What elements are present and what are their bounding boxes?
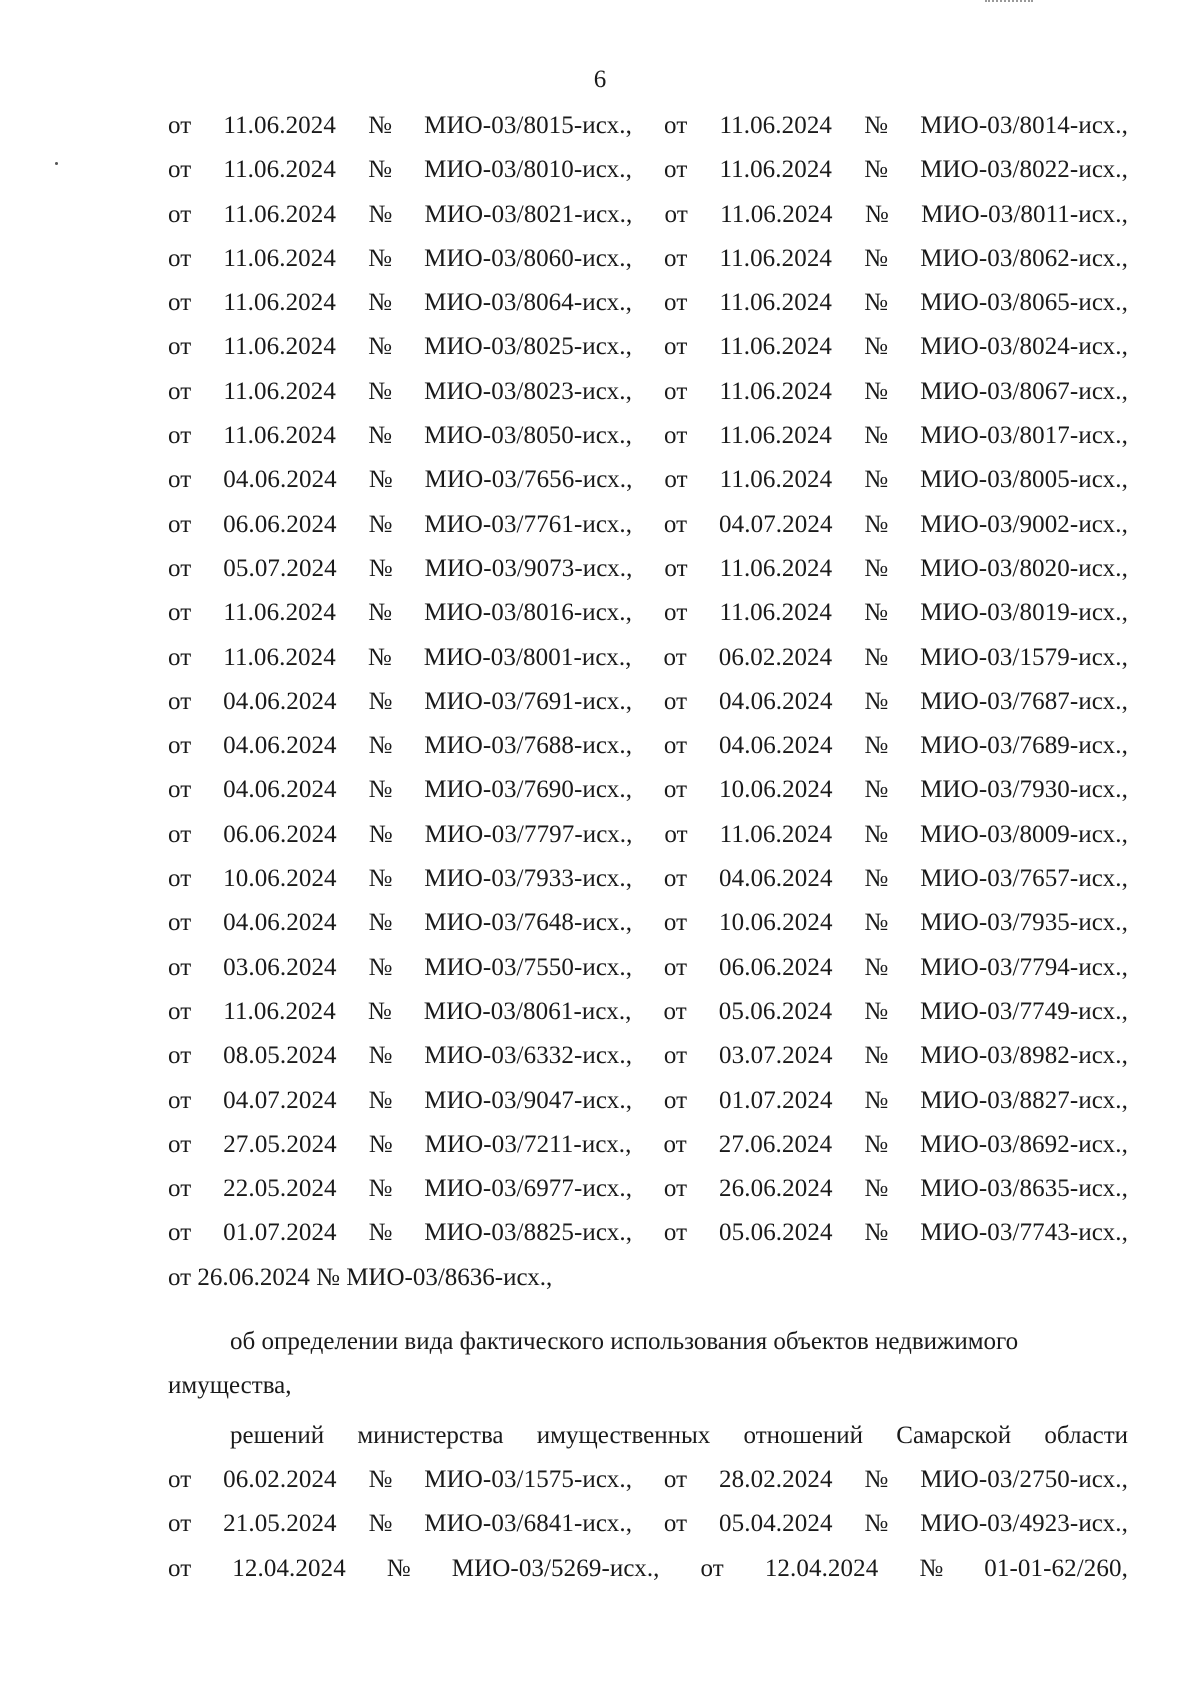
reference-token: от (168, 909, 192, 937)
reference-line (168, 732, 1128, 776)
reference-token: МИО-03/8011-исх., (921, 200, 1128, 228)
reference-token: МИО-03/7550-исх., (424, 953, 633, 981)
reference-token: от (168, 865, 192, 893)
reference-token: от (664, 554, 688, 582)
reference-line (168, 1219, 1128, 1263)
reference-token: 11.06.2024 (719, 156, 833, 184)
reference-token: 01.07.2024 (719, 1086, 833, 1114)
decision-reference-line (168, 1555, 1128, 1599)
reference-token: МИО-03/8021-исх., (424, 200, 633, 228)
reference-token: МИО-03/9047-исх., (424, 1086, 633, 1114)
reference-token: МИО-03/8017-исх., (920, 422, 1128, 450)
reference-token: МИО-03/7687-исх., (920, 687, 1128, 715)
reference-token: № (864, 466, 889, 494)
reference-token: 11.06.2024 (719, 333, 833, 361)
reference-token: 11.06.2024 (223, 200, 337, 228)
reference-token: МИО-03/1579-исх., (920, 643, 1128, 671)
reference-token: МИО-03/7933-исх., (424, 865, 633, 893)
reference-token: № (864, 732, 889, 760)
reference-token: МИО-03/8001-исх., (423, 643, 632, 671)
reference-last-line: от 26.06.2024 № МИО-03/8636-исх., (168, 1263, 553, 1291)
reference-token: МИО-03/8065-исх., (920, 289, 1128, 317)
reference-token: № (368, 289, 393, 317)
reference-token: от (168, 732, 192, 760)
reference-token: МИО-03/7930-исх., (920, 776, 1128, 804)
reference-token: от (168, 1086, 192, 1114)
reference-token: МИО-03/7648-исх., (424, 909, 633, 937)
decision-reference-token: № (386, 1554, 411, 1582)
reference-token: от (168, 997, 192, 1025)
reference-token: № (864, 554, 889, 582)
reference-token: от (663, 997, 687, 1025)
reference-line (168, 555, 1128, 599)
reference-token: № (368, 687, 393, 715)
reference-token: № (368, 909, 393, 937)
reference-token: МИО-03/7691-исх., (424, 687, 633, 715)
reference-token: № (368, 244, 393, 272)
reference-token: от (663, 1219, 688, 1247)
reference-token: 04.06.2024 (719, 732, 833, 760)
reference-token: 11.06.2024 (223, 112, 336, 139)
reference-token: МИО-03/9073-исх., (424, 554, 633, 582)
reference-token: № (368, 1086, 393, 1114)
reference-token: № (368, 200, 393, 228)
decision-reference-token: 06.02.2024 (223, 1466, 337, 1494)
scan-mark (985, 0, 1033, 8)
reference-token: от (663, 732, 688, 760)
decision-reference-token: МИО-03/4923-исх., (920, 1510, 1128, 1538)
decision-reference-token: от (663, 1466, 688, 1494)
reference-token: от (663, 865, 688, 893)
reference-line (168, 776, 1128, 820)
reference-token: 04.07.2024 (223, 1086, 337, 1114)
reference-token: от (168, 510, 192, 538)
reference-token: МИО-03/8061-исх., (423, 997, 632, 1025)
reference-line (168, 644, 1128, 688)
reference-token: 04.07.2024 (719, 510, 833, 538)
reference-token: № (368, 112, 393, 139)
page-number: 6 (593, 66, 607, 93)
decision-reference-token: № (368, 1510, 393, 1538)
reference-token: 11.06.2024 (719, 820, 833, 848)
reference-token: МИО-03/8020-исх., (920, 554, 1128, 582)
reference-token: № (368, 732, 393, 760)
reference-token: 22.05.2024 (223, 1175, 337, 1203)
reference-token: МИО-03/8025-исх., (424, 333, 632, 361)
decision-reference-token: № (864, 1466, 889, 1494)
reference-token: от (663, 643, 687, 671)
document-body (168, 112, 1128, 1599)
reference-token: МИО-03/8982-исх., (920, 1042, 1128, 1070)
reference-token: 06.06.2024 (223, 510, 337, 538)
reference-token: № (368, 1175, 393, 1203)
reference-token: № (864, 1175, 889, 1203)
reference-token: 05.07.2024 (223, 554, 337, 582)
reference-token: 06.06.2024 (223, 820, 337, 848)
reference-token: 11.06.2024 (223, 333, 336, 361)
reference-token: МИО-03/8019-исх., (920, 599, 1128, 627)
reference-token: МИО-03/8060-исх., (424, 244, 632, 272)
reference-token: МИО-03/8062-исх., (920, 244, 1128, 272)
reference-token: МИО-03/7797-исх., (424, 820, 633, 848)
reference-token: МИО-03/8005-исх., (920, 466, 1128, 494)
reference-token: МИО-03/8010-исх., (424, 156, 632, 184)
scan-dot (55, 162, 58, 165)
decision-reference-token: МИО-03/2750-исх., (920, 1466, 1128, 1494)
reference-token: МИО-03/8692-исх., (920, 1130, 1128, 1158)
reference-token: № (864, 1130, 889, 1158)
reference-token: от (168, 599, 192, 627)
reference-token: 11.06.2024 (223, 244, 336, 272)
reference-token: № (864, 865, 889, 893)
reference-token: МИО-03/8015-исх., (424, 112, 632, 139)
reference-line (168, 865, 1128, 909)
reference-token: 10.06.2024 (223, 865, 337, 893)
reference-line (168, 954, 1128, 998)
reference-token: 05.06.2024 (718, 997, 833, 1025)
paragraph-decisions-first-line (168, 1422, 1128, 1466)
reference-token: 03.07.2024 (719, 1042, 833, 1070)
reference-token: МИО-03/8050-исх., (424, 422, 632, 450)
reference-token: от (168, 289, 192, 317)
reference-token: МИО-03/7690-исх., (424, 776, 633, 804)
reference-token: от (168, 377, 192, 405)
reference-token: МИО-03/6977-исх., (424, 1175, 633, 1203)
reference-token: 04.06.2024 (223, 776, 337, 804)
reference-token: МИО-03/8827-исх., (920, 1086, 1128, 1114)
reference-token: № (367, 643, 392, 671)
paragraph-actual-use-tail: имущества, (168, 1372, 292, 1400)
reference-token: 04.06.2024 (223, 687, 337, 715)
reference-token: МИО-03/7743-исх., (920, 1219, 1128, 1247)
reference-token: № (864, 510, 889, 538)
reference-token: МИО-03/7657-исх., (920, 865, 1128, 893)
reference-token: № (864, 776, 889, 804)
reference-token: МИО-03/8016-исх., (424, 599, 632, 627)
reference-token: от (168, 333, 192, 361)
reference-token: № (368, 466, 393, 494)
reference-token: 04.06.2024 (719, 865, 833, 893)
reference-token: 11.06.2024 (719, 554, 833, 582)
reference-line (168, 1175, 1128, 1219)
reference-token: от (664, 422, 688, 450)
reference-token: 11.06.2024 (223, 599, 336, 627)
reference-token: 04.06.2024 (223, 732, 337, 760)
reference-token: от (664, 244, 688, 272)
reference-token: от (168, 156, 192, 184)
paragraph-actual-use-text: об определении вида фактического использования объектов недвижимого (230, 1328, 1019, 1356)
reference-line (168, 466, 1128, 510)
reference-line (168, 688, 1128, 732)
reference-list (168, 112, 1128, 1264)
reference-token: № (864, 820, 889, 848)
reference-token: № (368, 554, 393, 582)
reference-token: от (168, 554, 192, 582)
reference-line (168, 511, 1128, 555)
reference-token: от (168, 466, 192, 494)
reference-token: 01.07.2024 (223, 1219, 337, 1247)
reference-token: 11.06.2024 (719, 289, 833, 317)
decision-reference-token: № (368, 1466, 393, 1494)
reference-token: от (663, 510, 688, 538)
decision-reference-token: МИО-03/1575-исх., (424, 1466, 633, 1494)
reference-token: МИО-03/8067-исх., (920, 377, 1128, 405)
reference-token: от (664, 599, 688, 627)
reference-token: МИО-03/8635-исх., (920, 1175, 1128, 1203)
reference-token: МИО-03/7688-исх., (424, 732, 633, 760)
reference-token: № (368, 599, 393, 627)
reference-token: № (864, 1042, 889, 1070)
reference-line (168, 378, 1128, 422)
reference-token: 11.06.2024 (719, 112, 833, 139)
reference-token: от (664, 377, 688, 405)
decision-reference-token: МИО-03/6841-исх., (424, 1510, 633, 1538)
decision-reference-line (168, 1510, 1128, 1554)
reference-token: № (864, 953, 889, 981)
reference-token: от (663, 953, 688, 981)
reference-token: МИО-03/8825-исх., (424, 1219, 633, 1247)
reference-token: 10.06.2024 (719, 776, 833, 804)
reference-line (168, 112, 1128, 156)
reference-token: № (367, 997, 392, 1025)
reference-token: 04.06.2024 (719, 687, 833, 715)
reference-token: от (168, 244, 192, 272)
decision-reference-token: 28.02.2024 (719, 1466, 833, 1494)
reference-token: МИО-03/7935-исх., (920, 909, 1128, 937)
reference-token: от (663, 1042, 688, 1070)
decision-reference-token: от (663, 1510, 688, 1538)
reference-token: 11.06.2024 (720, 200, 833, 228)
decision-reference-token: № (864, 1510, 889, 1538)
reference-token: от (664, 112, 688, 139)
reference-token: от (664, 820, 688, 848)
reference-token: № (864, 643, 889, 671)
reference-token: № (368, 422, 393, 450)
reference-line (168, 821, 1128, 865)
reference-line (168, 333, 1128, 377)
decision-reference-token: № (919, 1554, 944, 1582)
reference-token: от (663, 687, 688, 715)
reference-token: 11.06.2024 (223, 289, 336, 317)
reference-line (168, 909, 1128, 953)
reference-token: МИО-03/8064-исх., (424, 289, 632, 317)
reference-token: № (864, 377, 889, 405)
reference-token: 11.06.2024 (719, 599, 833, 627)
reference-token: от (168, 776, 192, 804)
reference-token: МИО-03/9002-исх., (920, 510, 1128, 538)
reference-token: № (864, 156, 889, 184)
reference-token: № (864, 909, 889, 937)
reference-token: 06.06.2024 (719, 953, 833, 981)
reference-token: от (663, 1175, 688, 1203)
reference-line (168, 201, 1128, 245)
reference-token: № (368, 1130, 393, 1158)
reference-token: № (864, 422, 889, 450)
reference-token: МИО-03/7749-исх., (920, 997, 1128, 1025)
reference-token: № (864, 1086, 889, 1114)
reference-line (168, 1131, 1128, 1175)
reference-token: 04.06.2024 (223, 466, 337, 494)
reference-token: № (864, 997, 889, 1025)
reference-token: 11.06.2024 (719, 377, 833, 405)
reference-token: № (368, 820, 393, 848)
decision-reference-token: 21.05.2024 (223, 1510, 337, 1538)
reference-token: МИО-03/7656-исх., (424, 466, 633, 494)
reference-token: № (864, 599, 889, 627)
reference-token: 27.06.2024 (718, 1130, 833, 1158)
reference-token: от (664, 333, 688, 361)
reference-token: от (664, 200, 688, 228)
reference-token: 05.06.2024 (719, 1219, 833, 1247)
reference-token: 11.06.2024 (719, 466, 833, 494)
paragraph-decisions-first-text: решений министерства имущественных отношений Самарской области (230, 1422, 1128, 1450)
reference-line (168, 599, 1128, 643)
reference-token: от (663, 1130, 687, 1158)
reference-token: МИО-03/6332-исх., (424, 1042, 633, 1070)
reference-token: № (368, 865, 393, 893)
reference-line (168, 156, 1128, 200)
decision-reference-token: от (168, 1554, 192, 1582)
reference-token: 08.05.2024 (223, 1042, 337, 1070)
reference-line (168, 289, 1128, 333)
reference-line (168, 1087, 1128, 1131)
decision-reference-token: МИО-03/5269-исх., (451, 1554, 660, 1582)
reference-token: МИО-03/8009-исх., (920, 820, 1128, 848)
reference-token: 03.06.2024 (223, 953, 337, 981)
decision-reference-token: 12.04.2024 (764, 1554, 879, 1582)
reference-token: 11.06.2024 (223, 377, 336, 405)
reference-token: от (168, 1219, 192, 1247)
reference-token: от (663, 909, 688, 937)
reference-token: 11.06.2024 (223, 422, 336, 450)
reference-token: № (368, 1042, 393, 1070)
reference-token: 11.06.2024 (719, 422, 833, 450)
reference-token: МИО-03/7794-исх., (920, 953, 1128, 981)
reference-token: от (168, 1175, 192, 1203)
reference-line (168, 1042, 1128, 1086)
reference-token: от (663, 1086, 688, 1114)
reference-token: от (168, 1130, 192, 1158)
paragraph-actual-use (168, 1320, 1128, 1364)
reference-token: МИО-03/8022-исх., (920, 156, 1128, 184)
reference-token: № (368, 1219, 393, 1247)
decision-reference-token: 05.04.2024 (719, 1510, 833, 1538)
reference-line (168, 998, 1128, 1042)
reference-token: от (664, 289, 688, 317)
reference-token: № (368, 510, 393, 538)
reference-token: от (168, 687, 192, 715)
reference-token: МИО-03/7689-исх., (920, 732, 1128, 760)
reference-token: 11.06.2024 (223, 997, 336, 1025)
reference-token: от (168, 1042, 192, 1070)
decisions-reference-list (168, 1466, 1128, 1599)
reference-token: МИО-03/8014-исх., (920, 112, 1128, 139)
decision-reference-token: 12.04.2024 (232, 1554, 346, 1582)
reference-token: № (864, 112, 889, 139)
reference-token: МИО-03/8023-исх., (424, 377, 632, 405)
reference-token: № (864, 687, 889, 715)
reference-token: 26.06.2024 (719, 1175, 833, 1203)
reference-token: от (168, 200, 192, 228)
reference-token: 11.06.2024 (223, 643, 336, 671)
reference-token: от (664, 156, 688, 184)
reference-token: № (368, 333, 393, 361)
reference-token: 06.02.2024 (718, 643, 833, 671)
decision-reference-token: от (168, 1510, 192, 1538)
reference-line (168, 245, 1128, 289)
reference-token: МИО-03/7211-исх., (424, 1130, 632, 1158)
reference-token: от (168, 422, 192, 450)
reference-token: от (168, 643, 192, 671)
reference-token: № (864, 289, 889, 317)
decision-reference-line (168, 1466, 1128, 1510)
reference-token: от (663, 776, 688, 804)
reference-token: 04.06.2024 (223, 909, 337, 937)
reference-token: 10.06.2024 (719, 909, 833, 937)
reference-token: от (168, 953, 192, 981)
reference-token: 11.06.2024 (719, 244, 833, 272)
reference-token: № (864, 244, 889, 272)
reference-token: от (168, 820, 192, 848)
reference-token: № (368, 377, 393, 405)
reference-token: № (864, 1219, 889, 1247)
decision-reference-token: от (700, 1554, 724, 1582)
reference-token: МИО-03/8024-исх., (920, 333, 1128, 361)
reference-line (168, 422, 1128, 466)
reference-token: 27.05.2024 (223, 1130, 337, 1158)
reference-token: № (368, 776, 393, 804)
reference-token: № (864, 200, 889, 228)
reference-token: МИО-03/7761-исх., (424, 510, 633, 538)
decision-reference-token: 01-01-62/260, (984, 1554, 1128, 1582)
reference-token: № (368, 953, 393, 981)
reference-token: № (864, 333, 889, 361)
decision-reference-token: от (168, 1466, 192, 1494)
reference-token: № (368, 156, 393, 184)
reference-token: 11.06.2024 (223, 156, 336, 184)
reference-token: от (664, 466, 688, 494)
reference-token: от (168, 112, 192, 139)
